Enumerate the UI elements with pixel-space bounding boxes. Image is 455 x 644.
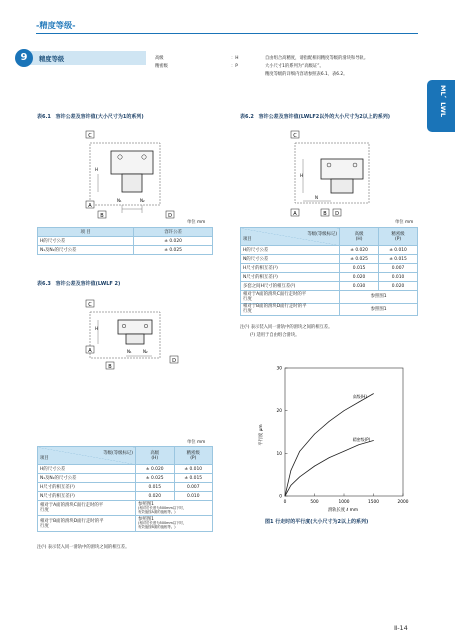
data-point: [373, 393, 374, 394]
table63-header-item: 项目: [40, 455, 49, 461]
data-point: [299, 451, 300, 452]
table62-row6-line1: 相对于A面的滑块C面行走时的平: [243, 291, 307, 297]
data-point: [358, 402, 359, 403]
table61-header-row: [38, 228, 213, 237]
table62-row3-item: H尺寸的相互差(¹): [241, 264, 340, 273]
figure1-ylabel: 平行度 μm: [259, 424, 264, 446]
table-row: [241, 282, 418, 291]
table62-row4-p: 0.010: [379, 273, 418, 282]
table62: [240, 227, 418, 316]
diagram63-label-a: A: [88, 347, 92, 354]
table62-note1: 注(¹) 表示装入同一滑轨中的滑块之间的相互差。: [240, 325, 333, 330]
table63-note1: 注(¹) 表示装入同一滑轨中的滑块之间的相互差。: [37, 545, 130, 550]
table62-row5-p: 0.020: [379, 282, 418, 291]
table62-header-h-label: 高级: [354, 231, 364, 237]
data-point: [329, 421, 330, 422]
table63-row1-h: ± 0.020: [136, 465, 175, 474]
header-title: -精度等级-: [36, 20, 76, 30]
diagram63-label-c: C: [88, 301, 92, 308]
x-tick-label: 1000: [338, 500, 350, 505]
table62-row5-item: 多套之间H尺寸的相互差(²): [241, 282, 340, 291]
table62-row5-h: 0.030: [340, 282, 379, 291]
diagram-61: [80, 125, 200, 221]
data-point: [373, 440, 374, 441]
diagram63-block: [118, 320, 152, 334]
table62-header-p: [379, 228, 418, 246]
table-row: [241, 303, 418, 316]
table-row: [38, 237, 213, 246]
data-point: [299, 476, 300, 477]
table62-caption-text: 容许公差及容许值(LWLF2以外的大小尺寸为2以上的系列): [258, 114, 391, 120]
table61-unit: 单位 mm: [187, 220, 206, 225]
table62-row7-item: [241, 303, 340, 316]
table62-row6-item: [241, 291, 340, 304]
grade-colon-2: ：P: [231, 64, 238, 69]
series-line-1: [285, 394, 374, 496]
side-tab: [427, 80, 455, 132]
diagram62-block: [321, 159, 363, 179]
grade-desc-3: 精度等级的详细内容请参照表6.1、表6.2。: [265, 72, 348, 77]
table61-row2-value: ± 0.025: [134, 246, 213, 255]
table63-row3-p: 0.007: [174, 483, 213, 492]
table63-header-p: [174, 447, 213, 465]
table63-row6-value: [136, 516, 213, 531]
table62-header-p-label: 精密级: [391, 231, 405, 237]
section-number-badge: [15, 49, 33, 67]
table63-header-h-label: 高级: [150, 450, 160, 456]
data-point: [358, 444, 359, 445]
table62-header-item: 项目: [243, 236, 252, 242]
table62-header-p-sub: (P): [394, 236, 402, 242]
table62-row4-h: 0.020: [340, 273, 379, 282]
diagram62-label-a: A: [293, 210, 297, 217]
table63-row2-h: ± 0.025: [136, 474, 175, 483]
diagram61-dim-h: H: [95, 167, 99, 172]
table63-row5-value: [136, 501, 213, 516]
table62-row7-line1: 相对于B面的滑块D面行走时的平: [243, 304, 307, 310]
diagram63-dim-n1: N₁: [127, 349, 132, 354]
table63-row4-h: 0.020: [136, 492, 175, 501]
data-point: [285, 496, 286, 497]
table62-header-grade: 等级(等级标记): [307, 231, 338, 237]
table61-caption: [37, 113, 144, 120]
table-row: [38, 516, 213, 531]
table62-row7-value: 参照图1: [340, 303, 418, 316]
table61-caption-text: 容许公差及容许值(大小尺寸为1的系列): [55, 114, 144, 120]
table-row: [241, 246, 418, 255]
diagram62-rail: [331, 179, 353, 193]
table62-row1-h: ± 0.020: [340, 246, 379, 255]
table63-row5-note2: 有效值按A面的值相等。): [138, 509, 176, 514]
table61: [37, 227, 213, 255]
table62-row3-h: 0.015: [340, 264, 379, 273]
x-tick-label: 2000: [397, 500, 409, 505]
table63-header-h-sub: (H): [151, 455, 159, 461]
series-label-1: 高级(H): [352, 394, 367, 400]
table63-header-diag: [38, 447, 136, 465]
diagram62-label-b: B: [323, 210, 327, 217]
diagram62-label-d: D: [335, 210, 339, 217]
diagram61-label-a: A: [88, 202, 92, 209]
table63-row6-item: [38, 516, 136, 531]
diagram63-label-d: D: [172, 357, 176, 364]
diagram62-label-c: C: [293, 132, 297, 139]
table63-caption-text: 容许公差及容许值(LWLF 2): [55, 281, 121, 287]
table62-row2-h: ± 0.025: [340, 255, 379, 264]
table-row: [241, 264, 418, 273]
table62-row1-item: H的尺寸公差: [241, 246, 340, 255]
table62-header-row: [241, 228, 418, 246]
table63-row6-ref: 参照图1: [138, 517, 154, 523]
diagram63-dim-h: H: [95, 326, 99, 331]
diagram62-dim-h: H: [300, 173, 304, 178]
x-tick-label: 0: [283, 500, 287, 505]
section-number: 9: [20, 52, 28, 63]
table62-header-h: [340, 228, 379, 246]
data-point: [329, 457, 330, 458]
grade-name-1: 高级: [155, 56, 164, 61]
table63-row6-note1: (相对於长度为500mm以下时，: [138, 521, 187, 526]
table-row: [241, 255, 418, 264]
table63-header-row: [38, 447, 213, 465]
table63-row5-note1: (相对於长度为500mm以下时，: [138, 505, 187, 510]
diagram61-label-c: C: [88, 132, 92, 139]
diagram-62: [285, 125, 405, 221]
table62-row1-p: ± 0.010: [379, 246, 418, 255]
table63-row3-h: 0.015: [136, 483, 175, 492]
diagram61-block: [111, 151, 153, 174]
table63-row5-line1: 相对于A面的滑块C面行走时的平: [40, 503, 104, 509]
data-point: [314, 434, 315, 435]
table61-row1-item: H的尺寸公差: [38, 237, 134, 246]
data-point: [314, 466, 315, 467]
table63-row6-line1: 相对于B面的滑块D面行走时的平: [40, 518, 104, 524]
table-row: [38, 474, 213, 483]
table62-header-h-sub: (H): [355, 236, 363, 242]
diagram63-label-b: B: [108, 363, 112, 370]
diagram-63: [80, 296, 200, 376]
y-tick-label: 0: [279, 494, 282, 500]
side-tab-label: ML、LWL: [439, 85, 447, 118]
table-row: [38, 246, 213, 255]
table63-header-p-label: 精密级: [186, 450, 200, 456]
table63-caption-no: 表6.3: [37, 281, 51, 287]
table61-row1-value: ± 0.020: [134, 237, 213, 246]
table62-row7-line2: 行度: [243, 309, 252, 315]
diagram61-dim-n1: N₁: [117, 198, 122, 203]
table62-caption: [240, 113, 390, 120]
table63-row3-item: H尺寸的相互差(¹): [38, 483, 136, 492]
series-line-2: [285, 441, 374, 496]
table-row: [38, 483, 213, 492]
table-row: [38, 501, 213, 516]
figure1-caption-text: 图1 行走时的平行度(大小尺寸为2以上的系列): [265, 519, 369, 525]
table63-row1-item: H的尺寸公差: [38, 465, 136, 474]
grade-name-2: 精密级: [155, 64, 168, 69]
diagram61-label-d: D: [168, 212, 172, 219]
table61-caption-no: 表6.1: [37, 114, 51, 120]
table63-row5-ref: 参照图1: [138, 501, 154, 507]
table63-caption: [37, 280, 120, 287]
table62-header-diag: [241, 228, 340, 246]
diagram63-dim-n2: N₂: [143, 349, 148, 354]
diagram63-rail: [126, 334, 144, 344]
table61-row2-item: N₁及N₂的尺寸公差: [38, 246, 134, 255]
figure1-plot-frame: [285, 368, 403, 496]
grade-colon-1: ：H: [231, 56, 239, 61]
table63-header-h: [136, 447, 175, 465]
y-tick-label: 30: [276, 366, 282, 372]
table61-header-tolerance: 容许公差: [134, 228, 213, 237]
table63-row4-item: N尺寸的相互差(¹): [38, 492, 136, 501]
data-point: [291, 485, 292, 486]
table62-note2: (²) 适用于自由组合滑块。: [250, 333, 300, 338]
table63-row2-p: ± 0.015: [174, 474, 213, 483]
page-number: Ⅱ-14: [394, 624, 408, 632]
table-row: [241, 291, 418, 304]
table62-row2-item: N的尺寸公差: [241, 255, 340, 264]
table62-row3-p: 0.007: [379, 264, 418, 273]
table63-row1-p: ± 0.010: [174, 465, 213, 474]
diagram61-label-b: B: [100, 212, 104, 219]
diagram61-dim-n2: N₂: [140, 198, 145, 203]
data-point: [344, 410, 345, 411]
table62-caption-no: 表6.2: [240, 114, 254, 120]
table62-row4-item: N尺寸的相互差(¹): [241, 273, 340, 282]
table63-header-grade: 等级(等级标记): [103, 450, 133, 456]
data-point: [291, 470, 292, 471]
table62-row6-value: 参照图1: [340, 291, 418, 304]
table-row: [38, 465, 213, 474]
x-tick-label: 1500: [368, 500, 379, 505]
table63-row6-note2: 有效值按B面的值相等。): [138, 525, 176, 530]
diagram61-rail: [122, 174, 142, 192]
table-row: [38, 492, 213, 501]
table63-row2-item: N₁及N₂的尺寸公差: [38, 474, 136, 483]
table62-unit: 单位 mm: [395, 220, 414, 225]
y-tick-label: 20: [276, 409, 282, 415]
grade-desc-2: 大小尺寸1的系列为“高级证”。: [265, 64, 324, 69]
table63-unit: 单位 mm: [187, 440, 206, 445]
grade-desc-1: 自由组合高精度，请指配相同精度等级的滑块和导轨。: [265, 56, 369, 61]
table63-row4-p: 0.010: [174, 492, 213, 501]
y-tick-label: 10: [276, 451, 282, 457]
table63-header-p-sub: (P): [190, 455, 197, 461]
table-row: [241, 273, 418, 282]
figure1-caption: [265, 518, 368, 525]
series-label-2: 精密级(P): [352, 436, 371, 442]
table62-row2-p: ± 0.015: [379, 255, 418, 264]
table63-row5-item: [38, 501, 136, 516]
figure1-xlabel: 滑轨长度 ℓ mm: [327, 508, 359, 513]
table62-row6-line2: 行度: [243, 296, 252, 302]
header-rule: [36, 33, 418, 34]
table63-row5-line2: 行度: [40, 508, 49, 514]
section-heading-bar: [18, 51, 146, 65]
diagram62-dim-n: N: [315, 195, 318, 200]
data-point: [344, 451, 345, 452]
table61-header-item: 项 目: [38, 228, 134, 237]
table63: [37, 446, 213, 532]
x-tick-label: 500: [310, 500, 319, 505]
figure1-chart: [253, 360, 418, 520]
section-title: 精度等级: [39, 56, 65, 63]
table63-row6-line2: 行度: [40, 523, 49, 529]
